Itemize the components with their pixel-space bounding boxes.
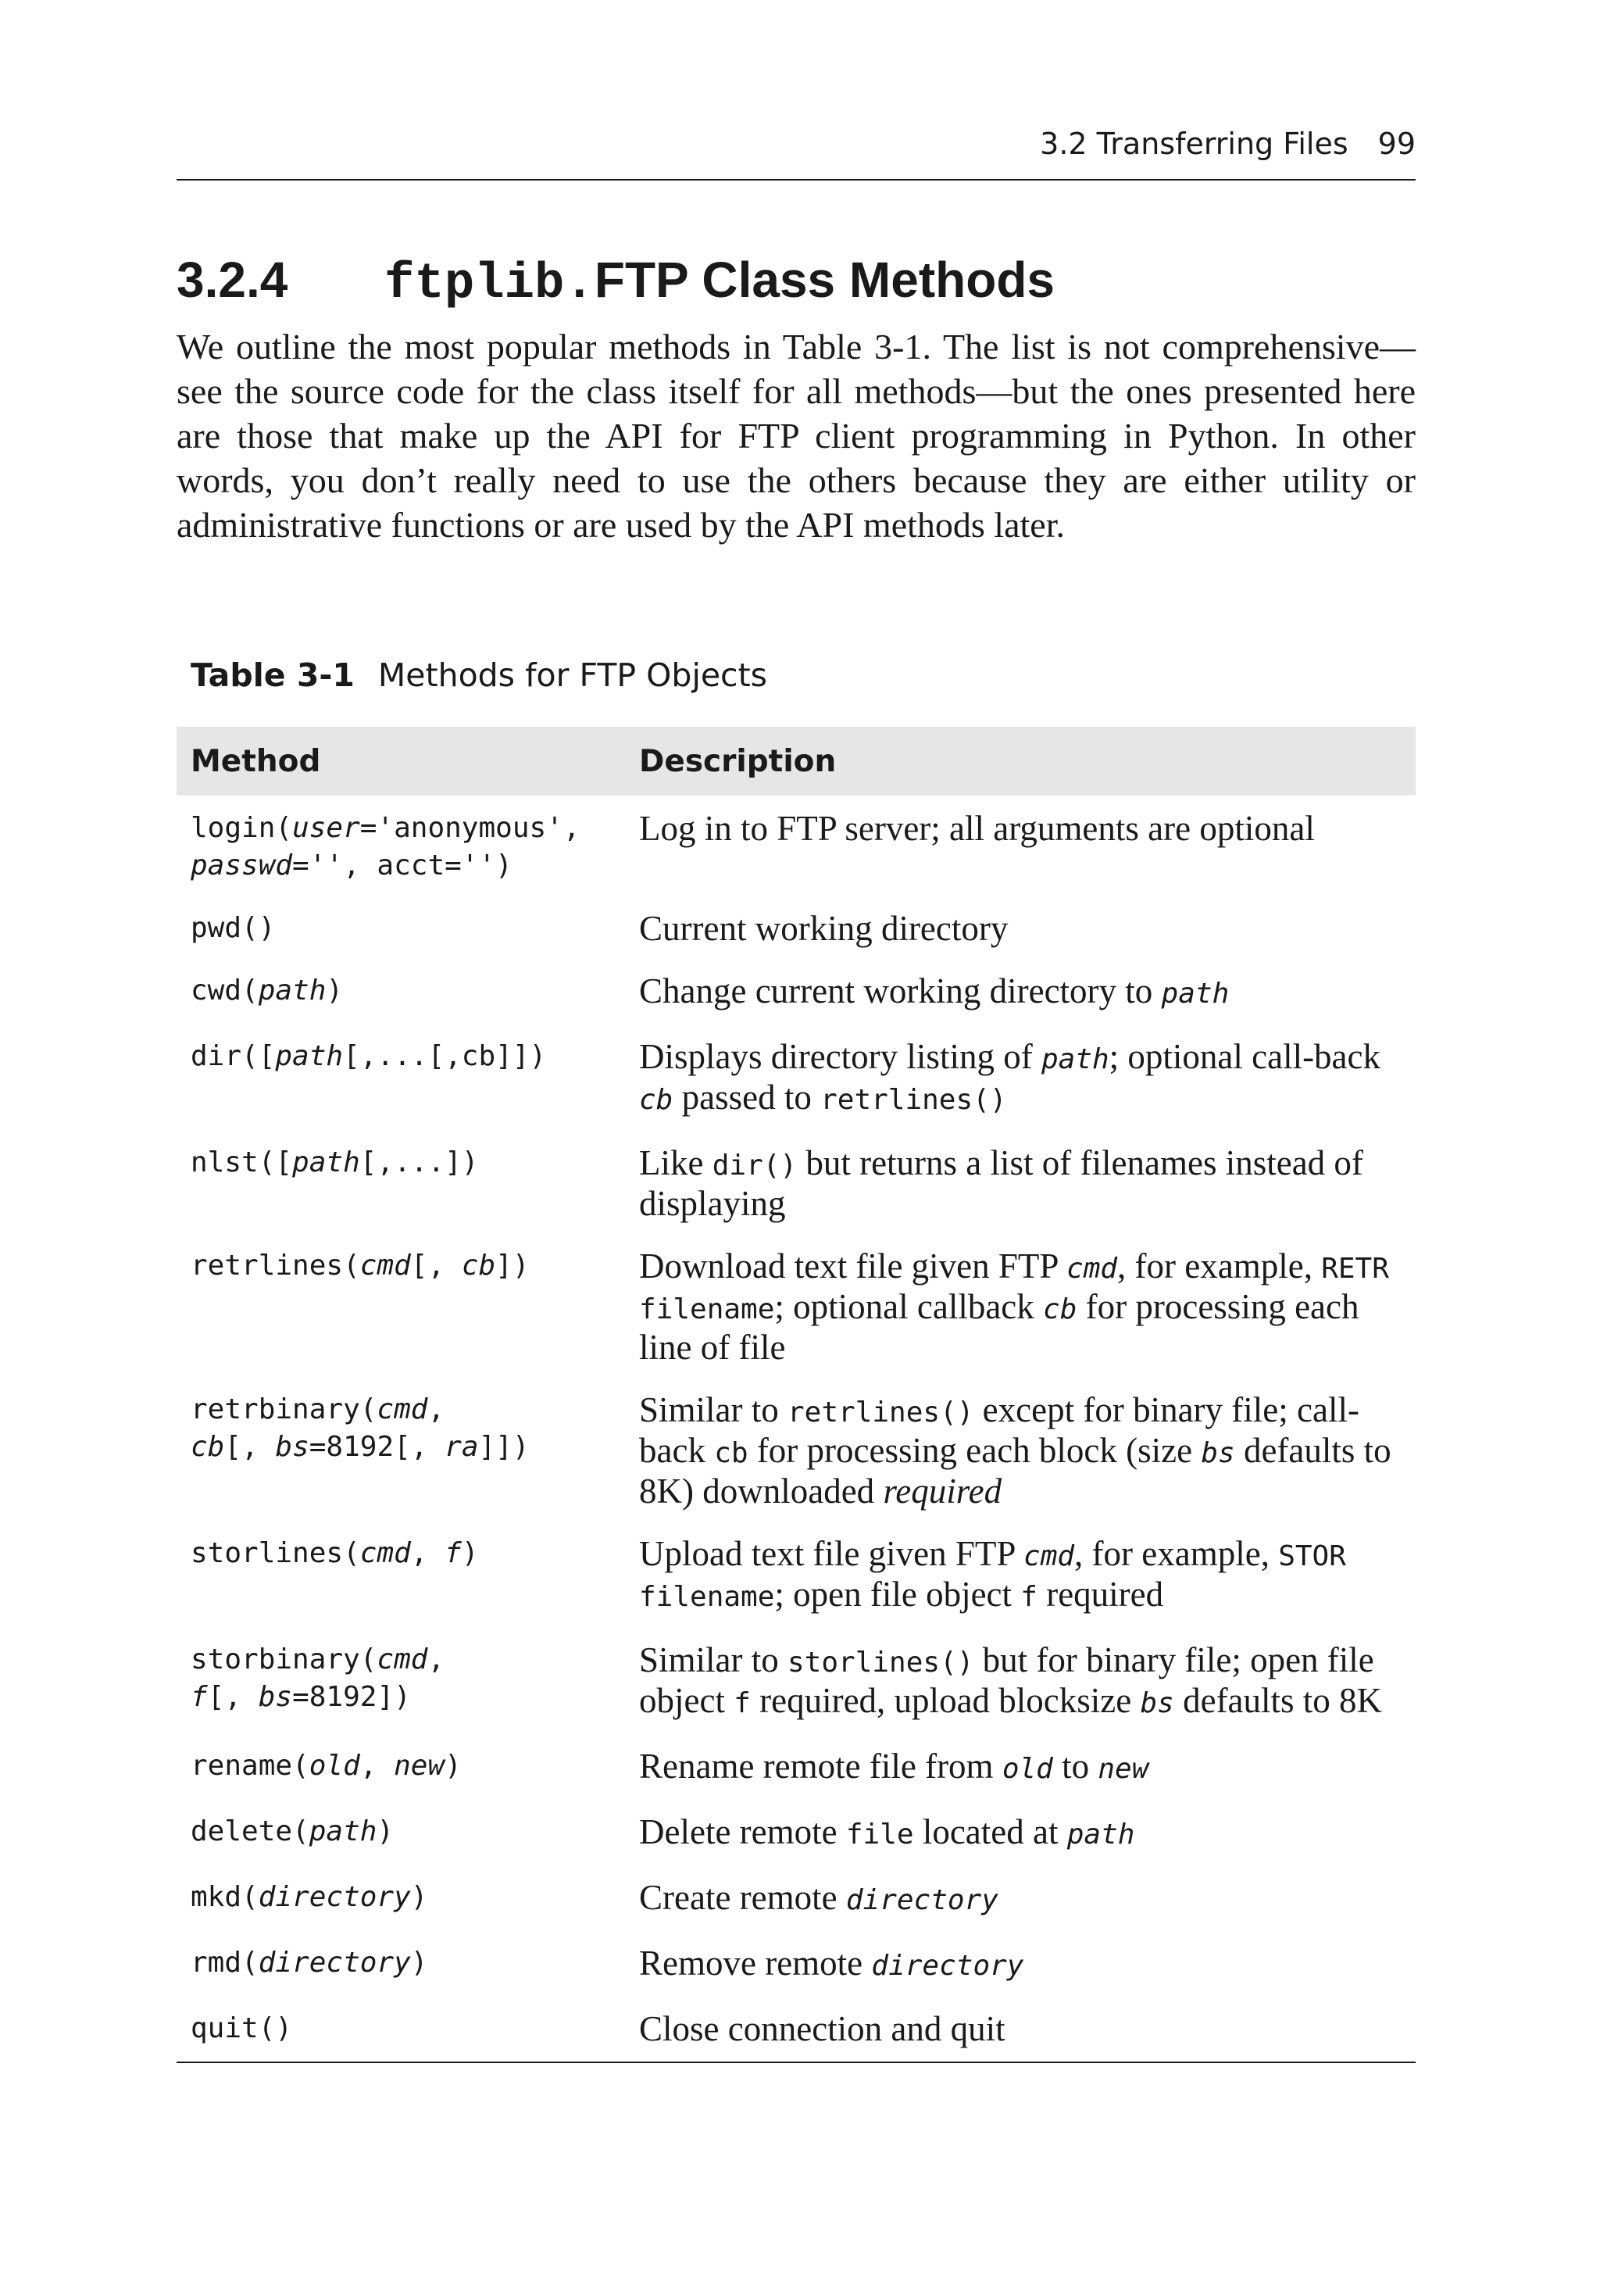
description-text-part: Close connection and quit [639, 2009, 1005, 2048]
description-text-part: passed to [673, 1078, 821, 1117]
description-text-part: path [1041, 1043, 1109, 1075]
intro-paragraph: We outline the most popular methods in Table 3-1. The list is not comprehensive—see the source code for the class itself for all methods—but the ones presented here are those that make up the API for FTP client programming in Python. In other words, you don’t really need to use the others because they are either utility or administrative functions or are used by the API methods later. [177, 327, 1416, 545]
table-row [177, 1801, 1416, 1866]
method-cell [177, 1522, 625, 1629]
method-text-part: f [445, 1537, 462, 1569]
description-text-part: dir() [712, 1150, 798, 1182]
description-text-part: path [1161, 978, 1230, 1010]
description-cell [625, 1379, 1416, 1522]
table-header-row [177, 727, 1416, 796]
method-text-part: bs [258, 1681, 293, 1713]
method-cell [177, 1235, 625, 1379]
description-text-part: ; optional call-back [1109, 1037, 1381, 1076]
method-text-part: path [275, 1040, 344, 1072]
method-text-part: =8192]) [292, 1681, 411, 1713]
description-text-part: Change current working directory to [639, 971, 1162, 1010]
description-text-part: cb [714, 1437, 748, 1469]
description-text-part: ; open file object [774, 1575, 1021, 1614]
description-text-part: but for binary file; open file object [639, 1640, 1374, 1720]
method-cell [177, 897, 625, 960]
description-text-part: Remove remote [639, 1944, 872, 1983]
method-text-part: ) [410, 1947, 428, 1979]
method-text-part: ) [377, 1815, 395, 1847]
description-cell [625, 1025, 1416, 1132]
description-text-part: retrlines() [820, 1084, 1007, 1116]
description-text-part: bs [1140, 1687, 1174, 1719]
method-text-part: [, [207, 1681, 259, 1713]
description-text-part: file [845, 1819, 914, 1851]
section-number: 3.2.4 [177, 252, 288, 308]
method-text-part: ]]) [478, 1431, 530, 1463]
table-caption-text: Methods for FTP Objects [377, 656, 768, 694]
method-cell [177, 1997, 625, 2062]
description-text-part: Similar to [639, 1640, 788, 1679]
table-caption [191, 655, 767, 696]
method-text-part: f [191, 1681, 208, 1713]
table-caption-label: Table 3-1 [191, 656, 355, 694]
description-text-part: Rename remote file from [639, 1747, 1002, 1786]
method-text-part: ='', acct='') [292, 849, 512, 882]
method-text-part: ) [461, 1537, 479, 1569]
table-row [177, 1735, 1416, 1801]
method-text-part: ra [445, 1431, 479, 1463]
description-text-part: Log in to FTP server; all arguments are optional [639, 809, 1315, 848]
description-cell [625, 960, 1416, 1025]
method-text-part: storbinary( [191, 1643, 377, 1676]
method-text-part: cmd [359, 1250, 411, 1282]
method-text-part: cmd [377, 1393, 428, 1425]
method-text-part: path [292, 1146, 360, 1178]
description-text-part: , for example, [1074, 1534, 1279, 1573]
method-text-part: user [292, 812, 360, 844]
method-cell [177, 1025, 625, 1132]
method-text-part: login( [191, 812, 293, 844]
description-text-part: retrlines() [788, 1397, 974, 1429]
method-text-part: nlst([ [191, 1146, 293, 1178]
table-row [177, 1997, 1416, 2062]
method-text-part: ) [445, 1750, 462, 1782]
description-text-part: storlines() [788, 1647, 974, 1679]
description-text-part: required, upload blocksize [750, 1681, 1141, 1720]
table-row [177, 1522, 1416, 1629]
description-text-part: for processing each line of file [639, 1287, 1359, 1367]
table-row [177, 1629, 1416, 1735]
description-text-part: defaults to 8K) downloaded [639, 1431, 1391, 1511]
description-text-part: new [1098, 1753, 1149, 1785]
table-row [177, 1025, 1416, 1132]
description-text-part: path [1066, 1819, 1135, 1851]
description-text-part: Current working directory [639, 909, 1009, 948]
method-text-part: rename( [191, 1750, 309, 1782]
method-text-part: cmd [377, 1643, 428, 1676]
description-cell [625, 1629, 1416, 1735]
description-cell [625, 897, 1416, 960]
method-text-part: retrbinary( [191, 1393, 377, 1425]
description-text-part: cmd [1023, 1540, 1075, 1572]
table-row [177, 1932, 1416, 1997]
description-text-part: Upload text file given FTP [639, 1534, 1024, 1573]
method-text-part: cb [191, 1431, 225, 1463]
method-cell [177, 1735, 625, 1801]
method-text-part: =8192[, [309, 1431, 445, 1463]
methods-table [177, 727, 1416, 2063]
description-text-part: old [1002, 1753, 1053, 1785]
description-text-part: cb [639, 1084, 673, 1116]
section-heading [177, 249, 1416, 316]
description-text-part: required [1037, 1575, 1164, 1614]
method-text-part: new [394, 1750, 445, 1782]
method-text-part: ]) [495, 1250, 530, 1282]
column-header-description: Description [639, 743, 837, 779]
method-text-part: , [427, 1393, 445, 1425]
description-text-part: defaults to 8K [1173, 1681, 1383, 1720]
description-text-part: ; optional callback [774, 1287, 1044, 1326]
table-row [177, 1866, 1416, 1932]
description-text-part: Download text file given FTP [639, 1246, 1067, 1286]
description-text-part: to [1052, 1747, 1098, 1786]
description-text-part: located at [913, 1812, 1067, 1851]
method-text-part: , [427, 1643, 445, 1676]
description-text-part: Displays directory listing of [639, 1037, 1041, 1076]
method-text-part: retrlines( [191, 1250, 360, 1282]
method-text-part: quit() [191, 2012, 293, 2044]
table-row [177, 960, 1416, 1025]
description-cell [625, 1522, 1416, 1629]
table-row [177, 1235, 1416, 1379]
description-text-part: cb [1043, 1293, 1077, 1325]
method-text-part: bs [275, 1431, 309, 1463]
table-body [177, 796, 1416, 2062]
table-row [177, 1379, 1416, 1522]
description-text-part: , for example, [1117, 1246, 1322, 1286]
method-text-part: pwd() [191, 912, 276, 944]
method-text-part: [, [224, 1431, 276, 1463]
description-text-part: Delete remote [639, 1812, 846, 1851]
method-text-part: dir([ [191, 1040, 276, 1072]
description-cell [625, 1997, 1416, 2062]
description-text-part: except for binary file; call-back [639, 1390, 1359, 1470]
method-text-part: old [309, 1750, 360, 1782]
description-text-part: cmd [1066, 1253, 1118, 1285]
description-cell [625, 1801, 1416, 1866]
method-text-part: directory [258, 1947, 411, 1979]
description-text-part: f [1020, 1581, 1038, 1613]
method-text-part: cmd [359, 1537, 411, 1569]
description-text-part: for processing each block (size [748, 1431, 1202, 1470]
description-text-part: Create remote [639, 1878, 846, 1917]
description-cell [625, 1932, 1416, 1997]
method-text-part: path [309, 1815, 377, 1847]
table-row [177, 1132, 1416, 1235]
description-text-part: directory [871, 1950, 1024, 1982]
description-text-part: STOR filename [639, 1540, 1346, 1613]
method-cell [177, 1132, 625, 1235]
method-text-part: cb [461, 1250, 496, 1282]
method-cell [177, 1379, 625, 1522]
method-cell [177, 796, 625, 897]
table-row [177, 796, 1416, 897]
method-text-part: delete( [191, 1815, 309, 1847]
description-text-part: directory [845, 1884, 998, 1916]
method-text-part: [,...]) [359, 1146, 479, 1178]
description-cell [625, 1866, 1416, 1932]
method-text-part: storlines( [191, 1537, 360, 1569]
description-cell [625, 1735, 1416, 1801]
method-text-part: [, [410, 1250, 462, 1282]
column-header-method: Method [191, 743, 321, 779]
running-header [177, 125, 1416, 163]
method-text-part: passwd [191, 849, 293, 882]
method-text-part: ) [326, 975, 344, 1007]
method-cell [177, 1866, 625, 1932]
section-title-code: ftplib. [384, 256, 595, 313]
method-text-part: rmd( [191, 1947, 259, 1979]
section-title-text: FTP Class Methods [594, 252, 1055, 308]
method-text-part: ) [410, 1881, 428, 1913]
method-text-part: ='anonymous', [359, 812, 580, 844]
description-text-part: but returns a list of filenames instead of displaying [639, 1143, 1363, 1223]
method-text-part: , [410, 1537, 445, 1569]
method-text-part: mkd( [191, 1881, 259, 1913]
page-number: 99 [1377, 127, 1416, 161]
description-text-part: RETR filename [639, 1253, 1389, 1325]
header-rule [177, 179, 1416, 181]
method-cell [177, 1932, 625, 1997]
method-cell [177, 960, 625, 1025]
method-text-part: cwd( [191, 975, 259, 1007]
description-cell [625, 1132, 1416, 1235]
running-header-title: 3.2 Transferring Files [1040, 127, 1348, 161]
method-cell [177, 1629, 625, 1735]
description-text-part: bs [1201, 1437, 1235, 1469]
description-cell [625, 1235, 1416, 1379]
method-text-part: , [359, 1750, 395, 1782]
description-text-part: f [734, 1687, 751, 1719]
table-row [177, 897, 1416, 960]
description-text-part: Like [639, 1143, 712, 1182]
description-cell [625, 796, 1416, 897]
method-text-part: path [258, 975, 327, 1007]
description-text-part: Similar to [639, 1390, 788, 1429]
description-text-part: required [883, 1472, 1002, 1511]
method-text-part: [,...[,cb]]) [343, 1040, 547, 1072]
method-cell [177, 1801, 625, 1866]
method-text-part: directory [258, 1881, 411, 1913]
